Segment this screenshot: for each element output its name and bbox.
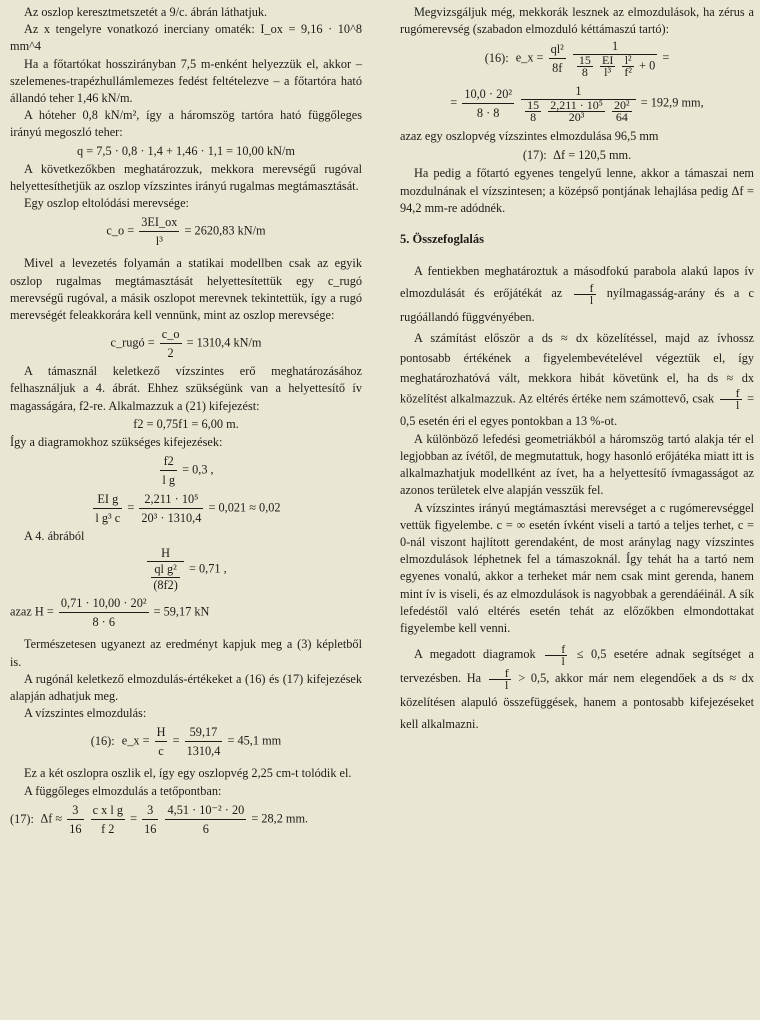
fraction-nested [548,100,605,123]
frac-num: 10,0 · 20² [462,85,514,104]
frac-num: 1 [573,39,657,55]
text: A fentiekben meghatároztuk a másodfokú parabola alakú lapos ív elmozdulását és erőjátékát az [400,264,754,301]
section-heading: 5. Összefoglalás [400,231,485,246]
equation-crugo [10,325,362,362]
paragraph: Egy oszlop eltolódási merevsége: [24,196,189,211]
frac-den: l [505,677,509,692]
frac-den: f 2 [101,821,115,836]
fraction-nested [622,55,634,78]
frac-den: 8 [530,110,537,125]
fraction-nested [577,55,593,78]
frac-den: c [158,744,164,759]
eq-equals: = [130,811,138,826]
frac-den: l [561,653,565,668]
frac-den: 8 · 8 [476,106,500,121]
paragraph: Az oszlop keresztmetszetét a 9/c. ábrán láthatjuk. [24,5,268,19]
fraction-nested [151,562,180,593]
frac-den: 64 [615,110,628,125]
frac-den: 20³ · 1310,4 [141,511,202,526]
fraction [462,85,514,122]
text: ≤ 0,5 esetére adnak segítséget a tervezésben. Ha [400,647,754,685]
frac-num: 0,71 · 10,00 · 20² [59,594,149,613]
frac-den: l³ [155,234,163,249]
fraction [142,801,158,838]
fraction [545,641,567,668]
equation-q: q = 7,5 · 0,8 · 1,4 + 1,46 · 1,1 = 10,00 kN/m [77,143,295,158]
paragraph: A vízszintes irányú megtámasztási merevséget a c rugómerevséggel vettük figyelembe. c = ∞ esetén ívként viseli a tartó a teljes terhet, c = 0-nál viszont hajlított gerendaként, de most aránylag nagy vízszintes elmozdulások léphetnek fel a támaszoknál. Így tehát ha a tartó nem egyenes vonalú, akkor a terheket már nem csak mint gerenda, hanem mint ív is viseli, és az elmozdulások is nagyobbak a gerendáéinál. A sík lefedéstől való eltérés esetén tehát az előzőkben elmondottakat figyelembe kell venni. [400,500,754,636]
frac-den: f² [624,65,632,80]
paragraph: azaz egy oszlopvég vízszintes elmozdulása 96,5 mm [400,129,659,144]
eq-rhs: = 2620,83 kN/m [184,223,266,238]
frac-num: f [545,644,567,656]
frac-num: 59,17 [185,723,223,742]
eq-rhs: = 1310,4 kN/m [186,335,262,350]
equation-stiffness: $\frac{\text{EI g}}{\text{l g³ c}}$ = $\frac{\text{2,211 · 10⁵}}{\text{20³ · 1310,4}}$ = 0,021 ≈ 0,02 [95,492,281,526]
fraction [549,40,566,77]
frac-den [573,55,657,78]
paragraph: A különböző lefedési geometriákból a háromszög tartó alakja tér el legjobban az ívétől, de megmutattuk, hogy hasonló erőjátéka miatt itt is alkalmazhatjuk modellként az ívet, ha a helyettesítő ívmagasságot az azonos területek elve alapján vesszük fel. [400,431,754,498]
frac-den: l³ [604,65,612,80]
paragraph: A függőleges elmozdulás a tetőpontban: [24,783,222,798]
frac-num: 20² [614,98,630,113]
left-column [10,4,362,839]
fraction [93,490,122,527]
frac-num: ql² [549,40,566,59]
frac-num: EI [601,53,614,68]
frac-num: l² [622,55,634,67]
text: nyílmagasság-arány és a c rugóállandó függvényében. [400,286,754,324]
paragraph: Ha pedig a főtartó egyenes tengelyű lenne, akkor a támaszai nem mozdulnának el vízszintesen; a középső pontjának lehajlása pedig Δf = 94,2 mm-re adódnék. [400,166,754,215]
frac-num: f2 [160,452,177,471]
frac-den: l [589,292,594,307]
eq-label: (17): [10,811,34,826]
paragraph: Természetesen ugyanezt az eredményt kapjuk meg a (3) képletből is. [10,637,362,669]
equation-17 [400,147,754,165]
frac-den: 6 [202,821,209,836]
fraction-nested [525,100,541,123]
eq-rhs: = 45,1 mm [227,733,282,748]
fraction [165,801,246,838]
fraction [155,723,168,760]
frac-num: H [155,723,168,742]
frac-num: c_o [160,325,182,344]
frac-den: 2 [167,346,174,361]
fraction [720,385,742,412]
paragraph: A következőkben meghatározzuk, mekkora merevségű rugóval helyettesíthetjük az oszlop vízszintes irányú rugalmas megtámasztását. [10,161,362,194]
eq-label: (17): [522,148,547,163]
frac-num: 2,211 · 10⁵ [550,98,603,113]
frac-den: 8f [552,61,563,76]
frac-den: (8f2) [153,578,178,593]
eq-rhs: = [662,50,670,65]
fraction [91,801,125,838]
eq-label: (16): [90,734,115,749]
eq-rhs: = 0,71 , [188,561,227,576]
frac-den: 16 [144,821,157,836]
equation-f2: f2 = 0,75f1 = 6,00 m. [133,416,239,431]
text: > 0,5, akkor már nem elegendőek a ds ≈ dx közelítésen alapuló összefüggések, hanem a pontosabb kifejezéseket kell alkalmazni. [400,670,755,731]
frac-num: 3 [142,801,158,820]
eq-lhs: c_rugó = [110,335,155,350]
frac-den [147,562,184,593]
equation-ex16b [400,84,754,123]
fraction [573,39,657,78]
paragraph: Megvizsgáljuk még, mekkorák lesznek az elmozdulások, ha zérus a rugómerevség (szabadon elmozduló kéttámaszú tartó): [400,5,754,37]
frac-den: 1310,4 [186,744,221,759]
paragraph: Így a diagramokhoz szükséges kifejezések: [10,435,223,450]
frac-num: f [574,283,596,295]
fraction [185,723,223,760]
fraction [139,213,179,250]
fraction [139,490,203,527]
paragraph: A hóteher 0,8 kN/m², így a háromszög tartóra ható függőleges irányú megoszló teher: [10,108,362,140]
equation-h1 [10,546,362,593]
paragraph [400,328,754,431]
frac-den: l g [162,473,176,488]
eq-lhs: e_x = [515,50,544,65]
fraction [59,594,149,631]
equation-ex16 [400,39,754,78]
equation-ex [10,723,362,760]
right-column [400,4,754,735]
frac-num: f [720,388,742,400]
paragraph: A támasznál keletkező vízszintes erő meghatározásához felhasználjuk a 4. ábrát. Ehhez szükségünk van a helyettesítő ív magasságára, f2-re. Alkalmazzuk a (21) kifejezést: [10,364,362,413]
eq-equals: = [450,95,458,110]
frac-num: 4,51 · 10⁻² · 20 [165,801,246,820]
paragraph [400,643,754,734]
frac-den: 20³ [568,110,585,125]
equation-h2 [10,594,362,631]
frac-num: EI g [93,490,122,509]
fraction [67,801,83,838]
frac-num: f [489,668,511,680]
frac-num: c x l g [91,801,125,820]
paragraph: Ha a főtartókat hosszirányban 7,5 m-enként helyezzük el, akkor – szelemenes-trapézhullámlemezes fedést feltételezve – a főtartóra ható állandó teher 1,46 kN/m. [10,56,362,106]
frac-num: 15 [578,53,591,68]
paragraph: Mivel a levezetés folyamán a statikai modellben csak az egyik oszlop rugalmas megtámasztását helyettesítettük egy c_rugó merevségű rugóval, a másik oszlopot merevnek tekintettük, így a rugó merevségét feleakkorára kell vennünk, mint az oszlop merevsége: [10,256,362,323]
text: = 0,5 esetén éri el egyes pontokban a 13 %-ot. [400,391,755,428]
frac-den [521,100,636,123]
text: A számítást először a ds ≈ dx közelítéssel, majd az ívhossz pontosabb értékének a figyelembevételével végeztük el, így meghatározhatóvá vált, mekkora hibát követünk el, ha ds ≈ dx közelítést alkalmazzuk. Az eltérés értéke nem számottevő, csak [400,330,754,406]
eq-rhs: = 0,021 ≈ 0,02 [208,500,281,515]
frac-den: 8 · 6 [92,615,115,630]
eq-lhs: Δf ≈ [40,811,63,826]
frac-num: 1 [521,84,636,100]
paragraph: Ez a két oszlopra oszlik el, így egy oszlopvég 2,25 cm-t tolódik el. [24,766,352,781]
fraction [574,280,596,307]
eq-lhs: e_x = [121,733,150,748]
paragraph: A vízszintes elmozdulás: [24,706,147,721]
frac-num: 15 [527,98,540,113]
eq-body: Δf = 120,5 mm. [553,147,632,162]
frac-num: 3EI_ox [139,213,179,232]
eq-rhs: = 59,17 kN [153,604,210,619]
frac-den: l [735,397,740,412]
eq-label: (16): [484,51,509,66]
eq-rhs: = 0,3 , [182,462,214,477]
frac-num: 2,211 · 10⁵ [139,490,203,509]
frac-den: 8 [581,65,588,80]
fraction [489,665,511,692]
frac-den: 16 [69,821,82,836]
eq-lhs: c_o = [106,223,135,238]
paragraph: A rugónál keletkező elmozdulás-értékeket a (16) és (17) kifejezések alapján adhatjuk meg. [10,671,362,704]
frac-den: l g³ c [95,511,121,526]
frac-num: ql g² [151,562,180,578]
equation-df [10,801,362,838]
text: A megadott diagramok [414,647,536,662]
eq-lhs: azaz H = [10,604,54,619]
fraction [521,84,636,123]
eq-rhs: = 28,2 mm. [251,811,309,826]
equation-ratio [10,452,362,489]
fraction [147,546,184,593]
frac-num: H [147,546,184,562]
eq-tail: + 0 [639,58,656,73]
eq-rhs: = 192,9 mm, [640,95,704,110]
fraction [160,452,177,489]
fraction-nested [600,55,615,78]
paragraph: A 4. ábrából [24,529,85,544]
fraction-nested [612,100,632,123]
equation-co [10,213,362,250]
frac-num: 3 [67,801,83,820]
paragraph [400,260,754,328]
paragraph: Az x tengelyre vonatkozó inerciany omaték: I_ox = 9,16 · 10^8 mm^4 [10,22,362,54]
fraction [160,325,182,362]
eq-equals: = [172,733,180,748]
